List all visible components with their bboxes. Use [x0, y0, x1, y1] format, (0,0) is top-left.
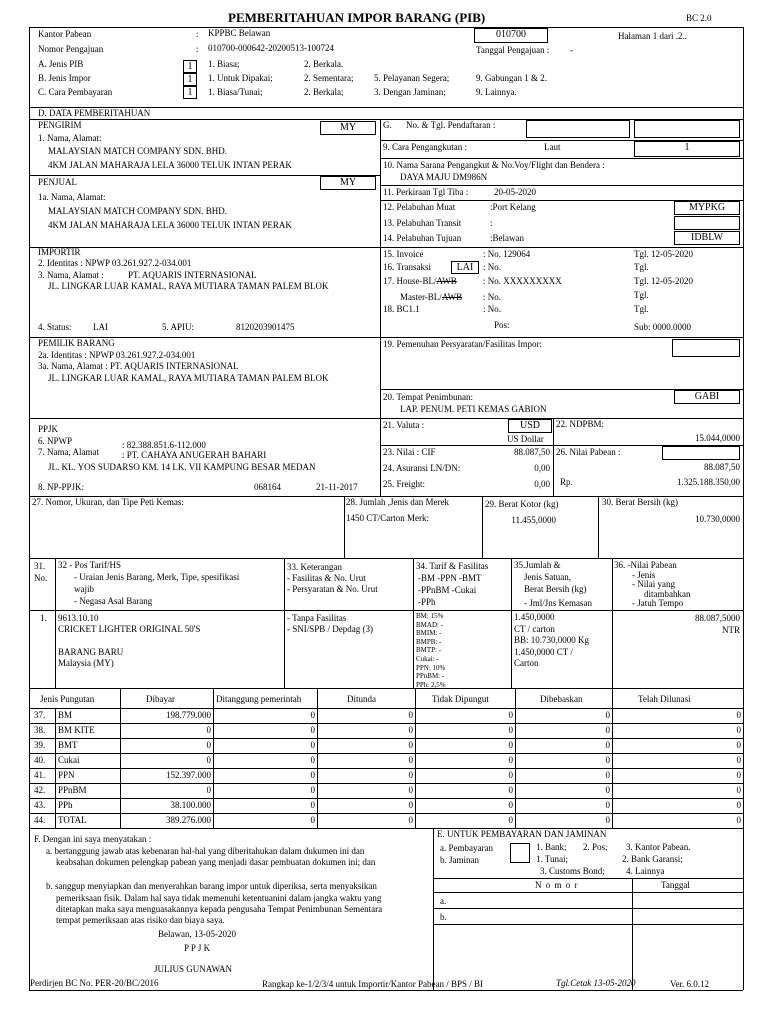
f12-value: :Port Kelang: [490, 202, 536, 212]
pos-label: Pos:: [494, 320, 510, 330]
f9-value: Laut: [544, 142, 561, 152]
tax-cell: 0: [508, 800, 513, 810]
tax-row-name: PPh: [58, 800, 73, 810]
item-ket-0: - Tanpa Fasilitas: [287, 613, 347, 623]
f16-tgl: Tgl.: [634, 262, 649, 272]
tax-header: Jenis Pungutan: [40, 694, 95, 704]
declaration-signer: JULIUS GUNAWAN: [154, 964, 233, 974]
tax-cell: 0: [605, 815, 610, 825]
tax-cell: 152.397.000: [166, 770, 211, 780]
payment-a: a. Pembayaran: [440, 843, 493, 853]
tarif-line: BMPB: -: [416, 637, 442, 646]
c35-0: 35.Jumlah &: [514, 560, 561, 570]
cara-bayar-box: 1: [183, 86, 197, 99]
declaration-b-3: tempat pemeriksaan atas risiko dan biaya saya.: [56, 915, 225, 925]
f22-label: 22. NDPBM:: [556, 419, 605, 429]
f19-label: 19. Pemenuhan Persyaratan/Fasilitas Impor:: [383, 339, 542, 349]
ppjk-nama-label: 7. Nama, Alamat: [38, 447, 99, 457]
tax-cell: 0: [736, 785, 741, 795]
item-desc: CRICKET LIGHTER ORIGINAL 50'S: [58, 624, 201, 634]
nomor-label: Nomor Pengajuan: [38, 44, 104, 54]
f24-label: 24. Asuransi LN/DN:: [383, 463, 461, 473]
pengirim-label: PENGIRIM: [38, 120, 82, 130]
footer-cetak: Tgl.Cetak 13-05-2020: [556, 978, 636, 988]
document-title: PEMBERITAHUAN IMPOR BARANG (PIB): [228, 10, 486, 25]
tax-cell: 0: [736, 740, 741, 750]
pendaftaran-no-box: [526, 120, 630, 138]
tax-cell: 0: [605, 785, 610, 795]
np-ppjk: 068164: [254, 482, 281, 492]
f12-code: MYPKG: [674, 201, 740, 215]
jenis-pib-label: A. Jenis PIB: [38, 59, 84, 69]
tax-cell: 0: [310, 770, 315, 780]
pendaftaran-tgl-box: [634, 120, 740, 138]
f28-label: 28. Jumlah ,Jenis dan Merek: [346, 497, 449, 507]
pemilik-nama: 3a. Nama, Alamat : PT. AQUARIS INTERNASIONAL: [38, 361, 239, 371]
pengirim-alamat: 4KM JALAN MAHARAJA LELA 36000 TELUK INTAN PERAK: [48, 160, 292, 170]
tax-row-name: PPnBM: [58, 785, 87, 795]
tax-row-name: Cukai: [58, 755, 80, 765]
f17-no: : No. XXXXXXXXX: [483, 276, 562, 286]
pay-opt: 3. Kantor Pabean.: [626, 842, 691, 852]
jumlah-line: 1.450,0000 CT /: [514, 646, 573, 657]
tax-cell: 0: [605, 800, 610, 810]
opt: 2. Sementara;: [304, 73, 354, 83]
halaman: Halaman 1 dari .2..: [618, 31, 687, 41]
f29-label: 29. Berat Kotor (kg): [485, 499, 559, 509]
payment-row-a: a.: [440, 896, 447, 906]
tax-row-no: 44.: [34, 815, 46, 825]
tarif-line: PPnBM: -: [416, 672, 445, 681]
f21-code: USD: [508, 419, 552, 433]
f17-label: 17. House-BL/: [383, 276, 437, 286]
kantor-value: KPPBC Belawan: [208, 28, 271, 38]
f30-label: 30. Berat Bersih (kg): [602, 497, 678, 507]
tax-header: Telah Dilunasi: [638, 694, 691, 704]
tax-row-line: [29, 768, 743, 769]
payment-nomor: N o m o r: [535, 880, 579, 890]
tax-row-line: [29, 738, 743, 739]
tax-cell: 0: [508, 725, 513, 735]
f18-label: 18. BC1.1: [383, 304, 420, 314]
f13-code: [674, 216, 740, 230]
tax-cell: 0: [736, 725, 741, 735]
tax-cell: 0: [408, 755, 413, 765]
jumlah-line: Carton: [514, 658, 539, 668]
declaration-title: F. Dengan ini saya menyatakan :: [34, 834, 152, 844]
tax-row-no: 40.: [34, 755, 46, 765]
tax-header: Dibebaskan: [540, 694, 583, 704]
tax-cell: 0: [508, 755, 513, 765]
tax-row-line: [29, 753, 743, 754]
tax-cell: 0: [408, 800, 413, 810]
f18-tgl: Tgl.: [634, 304, 649, 314]
tax-cell: 0: [310, 815, 315, 825]
apiu-value: 8120203901475: [236, 322, 295, 332]
f19-box: [672, 339, 740, 357]
master-label: Master-BL/: [400, 292, 442, 302]
jenis-impor-box: 1: [183, 73, 197, 86]
tax-row-no: 43.: [34, 800, 46, 810]
item-hs: 9613.10.10: [58, 613, 99, 623]
importir-identitas: 2. Identitas : NPWP 03.261.927.2-034.001: [38, 258, 192, 268]
f17-strike: AWB: [436, 276, 457, 286]
c34-1: -BM -PPN -BMT: [418, 573, 482, 583]
c36-1: - Jenis: [632, 570, 656, 580]
master-no: : No.: [483, 292, 501, 302]
f16-label: 16. Transaksi: [383, 262, 432, 272]
f23-value: 88.087,50: [514, 447, 550, 457]
tax-cell: 389.276.000: [166, 815, 211, 825]
pemilik-label: PEMILIK BARANG: [38, 338, 115, 348]
tax-cell: 0: [310, 725, 315, 735]
opt: 9. Lainnya.: [476, 87, 517, 97]
tax-cell: 0: [206, 725, 211, 735]
declaration-role: P P J K: [184, 943, 211, 953]
f20-label: 20. Tempat Penimbunan:: [383, 392, 473, 402]
tarif-line: PPh: 2,5%: [416, 680, 446, 689]
item-no: 1.: [40, 613, 47, 623]
f20-code: GABI: [674, 390, 740, 404]
kantor-label: Kantor Pabean: [38, 29, 92, 39]
tax-header: Dibayar: [146, 694, 175, 704]
jumlah-line: 1.450,0000: [514, 612, 555, 622]
importir-alamat: JL. LINGKAR LUAR KAMAL, RAYA MUTIARA TAMAN PALEM BLOK: [48, 281, 329, 291]
f11-value: 20-05-2020: [494, 187, 536, 197]
tax-cell: 0: [736, 770, 741, 780]
tax-cell: 0: [206, 785, 211, 795]
tax-cell: 0: [408, 740, 413, 750]
pay-opt: 4. Lainnya: [626, 866, 665, 876]
tax-header: Tidak Dipungut: [432, 694, 489, 704]
c31b: No.: [34, 573, 48, 583]
pengirim-nama: MALAYSIAN MATCH COMPANY SDN. BHD.: [48, 146, 228, 156]
tax-cell: 0: [206, 755, 211, 765]
importir-nama: PT. AQUARIS INTERNASIONAL: [128, 270, 257, 280]
tax-cell: 0: [508, 770, 513, 780]
c34-3: -PPh: [418, 597, 436, 607]
tax-cell: 0: [408, 785, 413, 795]
pay-opt: 1. Bank;: [536, 842, 567, 852]
tarif-line: BM: 15%: [416, 612, 444, 620]
tax-row-name: TOTAL: [58, 815, 87, 825]
declaration-b-2: ditetapkan maka saya menguasakannya kepada pengusaha Tempat Penimbunan Sementara: [56, 904, 383, 914]
tax-row-line: [29, 723, 743, 724]
f13-value: :: [490, 218, 493, 228]
f23-label: 23. Nilai : CIF: [383, 447, 436, 457]
opt: 2. Berkala.: [304, 59, 344, 69]
declaration-a-1: keabsahan dokumen pelengkap pabean yang menjadi dasar pembuatan dokumen ini; dan: [56, 857, 376, 867]
f26-rp-label: Rp.: [560, 477, 573, 487]
tarif-line: PPN: 10%: [416, 663, 446, 672]
sub-label: Sub: 0000.0000: [634, 322, 692, 332]
tarif-line: BMIM: -: [416, 629, 442, 638]
tax-cell: 0: [736, 710, 741, 720]
tanggal-label: Tanggal Pengajuan :: [476, 45, 550, 55]
tax-cell: 0: [508, 710, 513, 720]
item-nilai-cur: NTR: [722, 625, 740, 635]
f14-value: :Belawan: [490, 233, 524, 243]
tax-row-no: 38.: [34, 725, 46, 735]
f15-tgl: Tgl. 12-05-2020: [634, 249, 693, 259]
tax-cell: 0: [408, 710, 413, 720]
declaration-b-0: b. sanggup menyiapkan dan menyerahkan barang impor untuk diperiksa, serta menyaksikan: [46, 881, 377, 891]
jenis-pib-box: 1: [183, 60, 197, 73]
f22-value: 15.044,0000: [695, 433, 740, 443]
tarif-line: Cukai: -: [416, 654, 439, 663]
tax-row-name: BM: [58, 710, 73, 720]
tax-cell: 0: [310, 785, 315, 795]
pay-opt: 2. Bank Garansi;: [622, 854, 683, 864]
f14-label: 14. Pelabuhan Tujuan: [383, 233, 462, 243]
tax-cell: 0: [605, 770, 610, 780]
tax-header: Ditunda: [347, 694, 376, 704]
penjual-nama-label: 1a. Nama, Alamat:: [38, 192, 106, 202]
f28-value: 1450 CT/Carton Merk:: [346, 513, 429, 523]
f13-label: 13. Pelabuhan Transit: [383, 218, 462, 228]
f17-tgl: Tgl. 12-05-2020: [634, 276, 693, 286]
tax-row-line: [29, 813, 743, 814]
opt: 1. Untuk Dipakai;: [208, 73, 273, 83]
f16-box: LAI: [451, 261, 479, 274]
tax-row-name: BM KITE: [58, 725, 95, 735]
c32-3: - Negasa Asal Barang: [74, 596, 153, 606]
f9-label: 9. Cara Pengangkutan :: [383, 142, 467, 152]
penjual-alamat: 4KM JALAN MAHARAJA LELA 36000 TELUK INTAN PERAK: [48, 220, 292, 230]
f15-label: 15. Invoice: [383, 249, 424, 259]
importir-label: IMPORTIR: [38, 247, 81, 257]
f21-label: 21. Valuta :: [383, 420, 425, 430]
importir-status: LAI: [93, 322, 108, 332]
tax-cell: 0: [605, 710, 610, 720]
importir-status-label: 4. Status:: [38, 322, 72, 332]
penjual-label: PENJUAL: [38, 177, 78, 187]
tax-cell: 0: [310, 755, 315, 765]
np-ppjk-label: 8. NP-PPJK:: [38, 482, 85, 492]
jenis-impor-label: B. Jenis Impor: [38, 73, 91, 83]
g-label: G.: [383, 120, 392, 130]
c36-3: ditambahkan: [644, 589, 691, 599]
np-ppjk-date: 21-11-2017: [316, 482, 358, 492]
tax-cell: 0: [206, 740, 211, 750]
f26-box: [662, 446, 740, 460]
f12-label: 12. Pelabuhan Muat: [383, 202, 456, 212]
footer-left: Perdirjen BC No. PER-20/BC/2016: [30, 978, 159, 988]
c32-1: - Uraian Jenis Barang, Merk, Tipe, spesifikasi: [74, 572, 240, 582]
f15-no: : No. 129064: [483, 249, 531, 259]
f25-label: 25. Freight:: [383, 479, 425, 489]
ppjk-nama: : PT. CAHAYA ANUGERAH BAHARI: [122, 450, 267, 460]
c35-2: Berat Bersih (kg): [524, 584, 587, 594]
c35-1: Jenis Satuan,: [524, 572, 571, 582]
declaration-b-1: pemeriksaan fisik. Dalam hal saya tidak memenuhi ketentuanini dalam jangka waktu yang: [56, 893, 382, 903]
sep: :: [196, 29, 199, 39]
f10-value: DAYA MAJU DM986N: [400, 172, 488, 182]
tanggal-value: -: [570, 45, 573, 55]
tax-cell: 0: [736, 755, 741, 765]
item-tarif-list: [416, 612, 446, 689]
tarif-line: BMAD: -: [416, 620, 444, 629]
opt: 2. Berkala;: [304, 87, 344, 97]
f26-rp: 1.325.188.350,00: [677, 477, 740, 487]
jumlah-line: CT / carton: [514, 623, 555, 634]
c35-3: - Jml/Jns Kemasan: [524, 598, 592, 608]
penjual-country: MY: [320, 176, 376, 190]
opt: 3. Dengan Jaminan;: [374, 87, 446, 97]
payment-row-b: b.: [440, 912, 447, 922]
c33-1: - Fasilitas & No. Urut: [287, 573, 366, 583]
declaration-place-date: Belawan, 13-05-2020: [158, 929, 236, 939]
tax-row-no: 39.: [34, 740, 46, 750]
tax-cell: 0: [605, 725, 610, 735]
tax-cell: 0: [508, 815, 513, 825]
importir-nama-label: 3. Nama, Alamat :: [38, 270, 104, 280]
tax-row-line: [29, 798, 743, 799]
ppjk-npwp: : 82.388.851.6-112.000: [122, 440, 206, 450]
f10-label: 10. Nama Sarana Pengangkut & No.Voy/Flight dan Bendera :: [383, 160, 605, 170]
sep: :: [196, 44, 199, 54]
c36-0: 36. -Nilai Pabean: [614, 560, 677, 570]
c32-0: 32 - Pos Tarif/HS: [58, 560, 121, 570]
item-kondisi: BARANG BARU: [58, 647, 124, 657]
footer-mid: Rangkap ke-1/2/3/4 untuk Importir/Kantor Pabean / BPS / BI: [262, 979, 483, 989]
opt: 9. Gabungan 1 & 2.: [476, 73, 547, 83]
payment-title: E. UNTUK PEMBAYARAN DAN JAMINAN: [437, 829, 607, 839]
c36-4: - Jatuh Tempo: [632, 598, 684, 608]
tax-row-name: BMT: [58, 740, 78, 750]
f26-label: 26. Nilai Pabean :: [556, 447, 621, 457]
kantor-code-box: 010700: [474, 28, 548, 43]
payment-tanggal: Tanggal: [661, 880, 690, 890]
c34-0: 34. Tarif & Fasilitas: [416, 561, 489, 571]
tax-cell: 198.779.000: [166, 710, 211, 720]
pengirim-nama-label: 1. Nama, Alamat:: [38, 133, 102, 143]
declaration-a-0: a. bertanggung jawab atas kebenaran hal-hal yang diberitahukan dalam dukumen ini dan: [46, 846, 365, 856]
f30-value: 10.730,0000: [695, 514, 740, 524]
opt: 5. Pelayanan Segera;: [374, 73, 450, 83]
g-text: No. & Tgl. Pendaftaran :: [406, 120, 496, 130]
payment-box: [510, 843, 530, 863]
footer-ver: Ver. 6.0.12: [670, 979, 709, 989]
f14-code: IDBLW: [674, 231, 740, 245]
item-nilai: 88.087,5000: [695, 613, 740, 623]
opt: 1. Biasa;: [208, 59, 240, 69]
ppjk-alamat: JL. KL. YOS SUDARSO KM. 14 LK. VII KAMPUNG BESAR MEDAN: [48, 462, 316, 472]
tax-row-name: PPN: [58, 770, 75, 780]
pengirim-country: MY: [320, 121, 376, 135]
master-strike: AWB: [441, 292, 463, 302]
tarif-line: BMTP: -: [416, 646, 442, 655]
tax-cell: 0: [508, 740, 513, 750]
c33-0: 33. Keterangan: [287, 562, 342, 572]
ppjk-label: PPJK: [38, 424, 59, 434]
item-jumlah: [514, 612, 589, 670]
f21-name: US Dollar: [507, 434, 544, 444]
f16-no: : No.: [483, 262, 501, 272]
tax-cell: 0: [408, 815, 413, 825]
tax-cell: 0: [310, 800, 315, 810]
f25-value: 0,00: [534, 479, 550, 489]
tax-header: Ditanggung pemerintah: [216, 694, 302, 704]
f27-label: 27. Nomor, Ukuran, dan Tipe Peti Kemas:: [32, 497, 184, 507]
item-negara: Malaysia (MY): [58, 658, 114, 668]
f18-no: : No.: [483, 304, 501, 314]
payment-b: b. Jaminan: [440, 855, 479, 865]
tax-cell: 0: [408, 770, 413, 780]
pay-opt: 3. Customs Bond;: [540, 866, 605, 876]
tax-cell: 0: [508, 785, 513, 795]
f11-label: 11. Perkiraan Tgl Tiba :: [383, 187, 469, 197]
jumlah-line: BB: 10.730,0000 Kg: [514, 635, 590, 645]
tax-cell: 0: [310, 710, 315, 720]
tax-row-no: 42.: [34, 785, 46, 795]
item-ket-1: - SNI/SPB / Depdag (3): [287, 624, 373, 634]
c33-2: - Persyaratan & No. Urut: [287, 584, 378, 594]
tax-cell: 0: [605, 740, 610, 750]
tax-row-no: 41.: [34, 770, 46, 780]
f26-value: 88.087,50: [704, 462, 740, 472]
pemilik-identitas: 2a. Identitas : NPWP 03.261.927.2-034.001: [38, 350, 196, 360]
tax-cell: 0: [310, 740, 315, 750]
section-d-title: D. DATA PEMBERITAHUAN: [38, 108, 151, 118]
cara-bayar-label: C. Cara Pembayaran: [38, 87, 113, 97]
pay-opt: 1. Tunai;: [536, 854, 569, 864]
f24-value: 0,00: [534, 463, 550, 473]
nomor-value: 010700-000642-20200513-100724: [208, 43, 334, 53]
penjual-nama: MALAYSIAN MATCH COMPANY SDN. BHD.: [48, 206, 228, 216]
doc-code: BC 2.0: [686, 13, 712, 23]
tax-cell: 0: [605, 755, 610, 765]
f20-value: LAP. PENUM. PETI KEMAS GABION: [400, 404, 547, 414]
tax-row-line: [29, 783, 743, 784]
pay-opt: 2. Pos;: [583, 842, 608, 852]
f29-value: 11.455,0000: [511, 515, 556, 525]
pemilik-alamat: JL. LINGKAR LUAR KAMAL, RAYA MUTIARA TAMAN PALEM BLOK: [48, 373, 329, 383]
tax-cell: 0: [408, 725, 413, 735]
master-tgl: Tgl.: [634, 290, 649, 300]
ppjk-npwp-label: 6. NPWP: [38, 436, 73, 446]
c36-2: - Nilai yang: [632, 579, 675, 589]
tax-cell: 38.100.000: [170, 800, 211, 810]
c32-2: wajib: [74, 584, 94, 594]
apiu-label: 5. APIU:: [162, 322, 195, 332]
f9-box: 1: [634, 141, 740, 157]
c34-2: -PPnBM -Cukai: [418, 585, 477, 595]
tax-cell: 0: [736, 815, 741, 825]
c31: 31.: [34, 561, 46, 571]
tax-cell: 0: [736, 800, 741, 810]
tax-row-no: 37.: [34, 710, 46, 720]
opt: 1. Biasa/Tunai;: [208, 87, 263, 97]
